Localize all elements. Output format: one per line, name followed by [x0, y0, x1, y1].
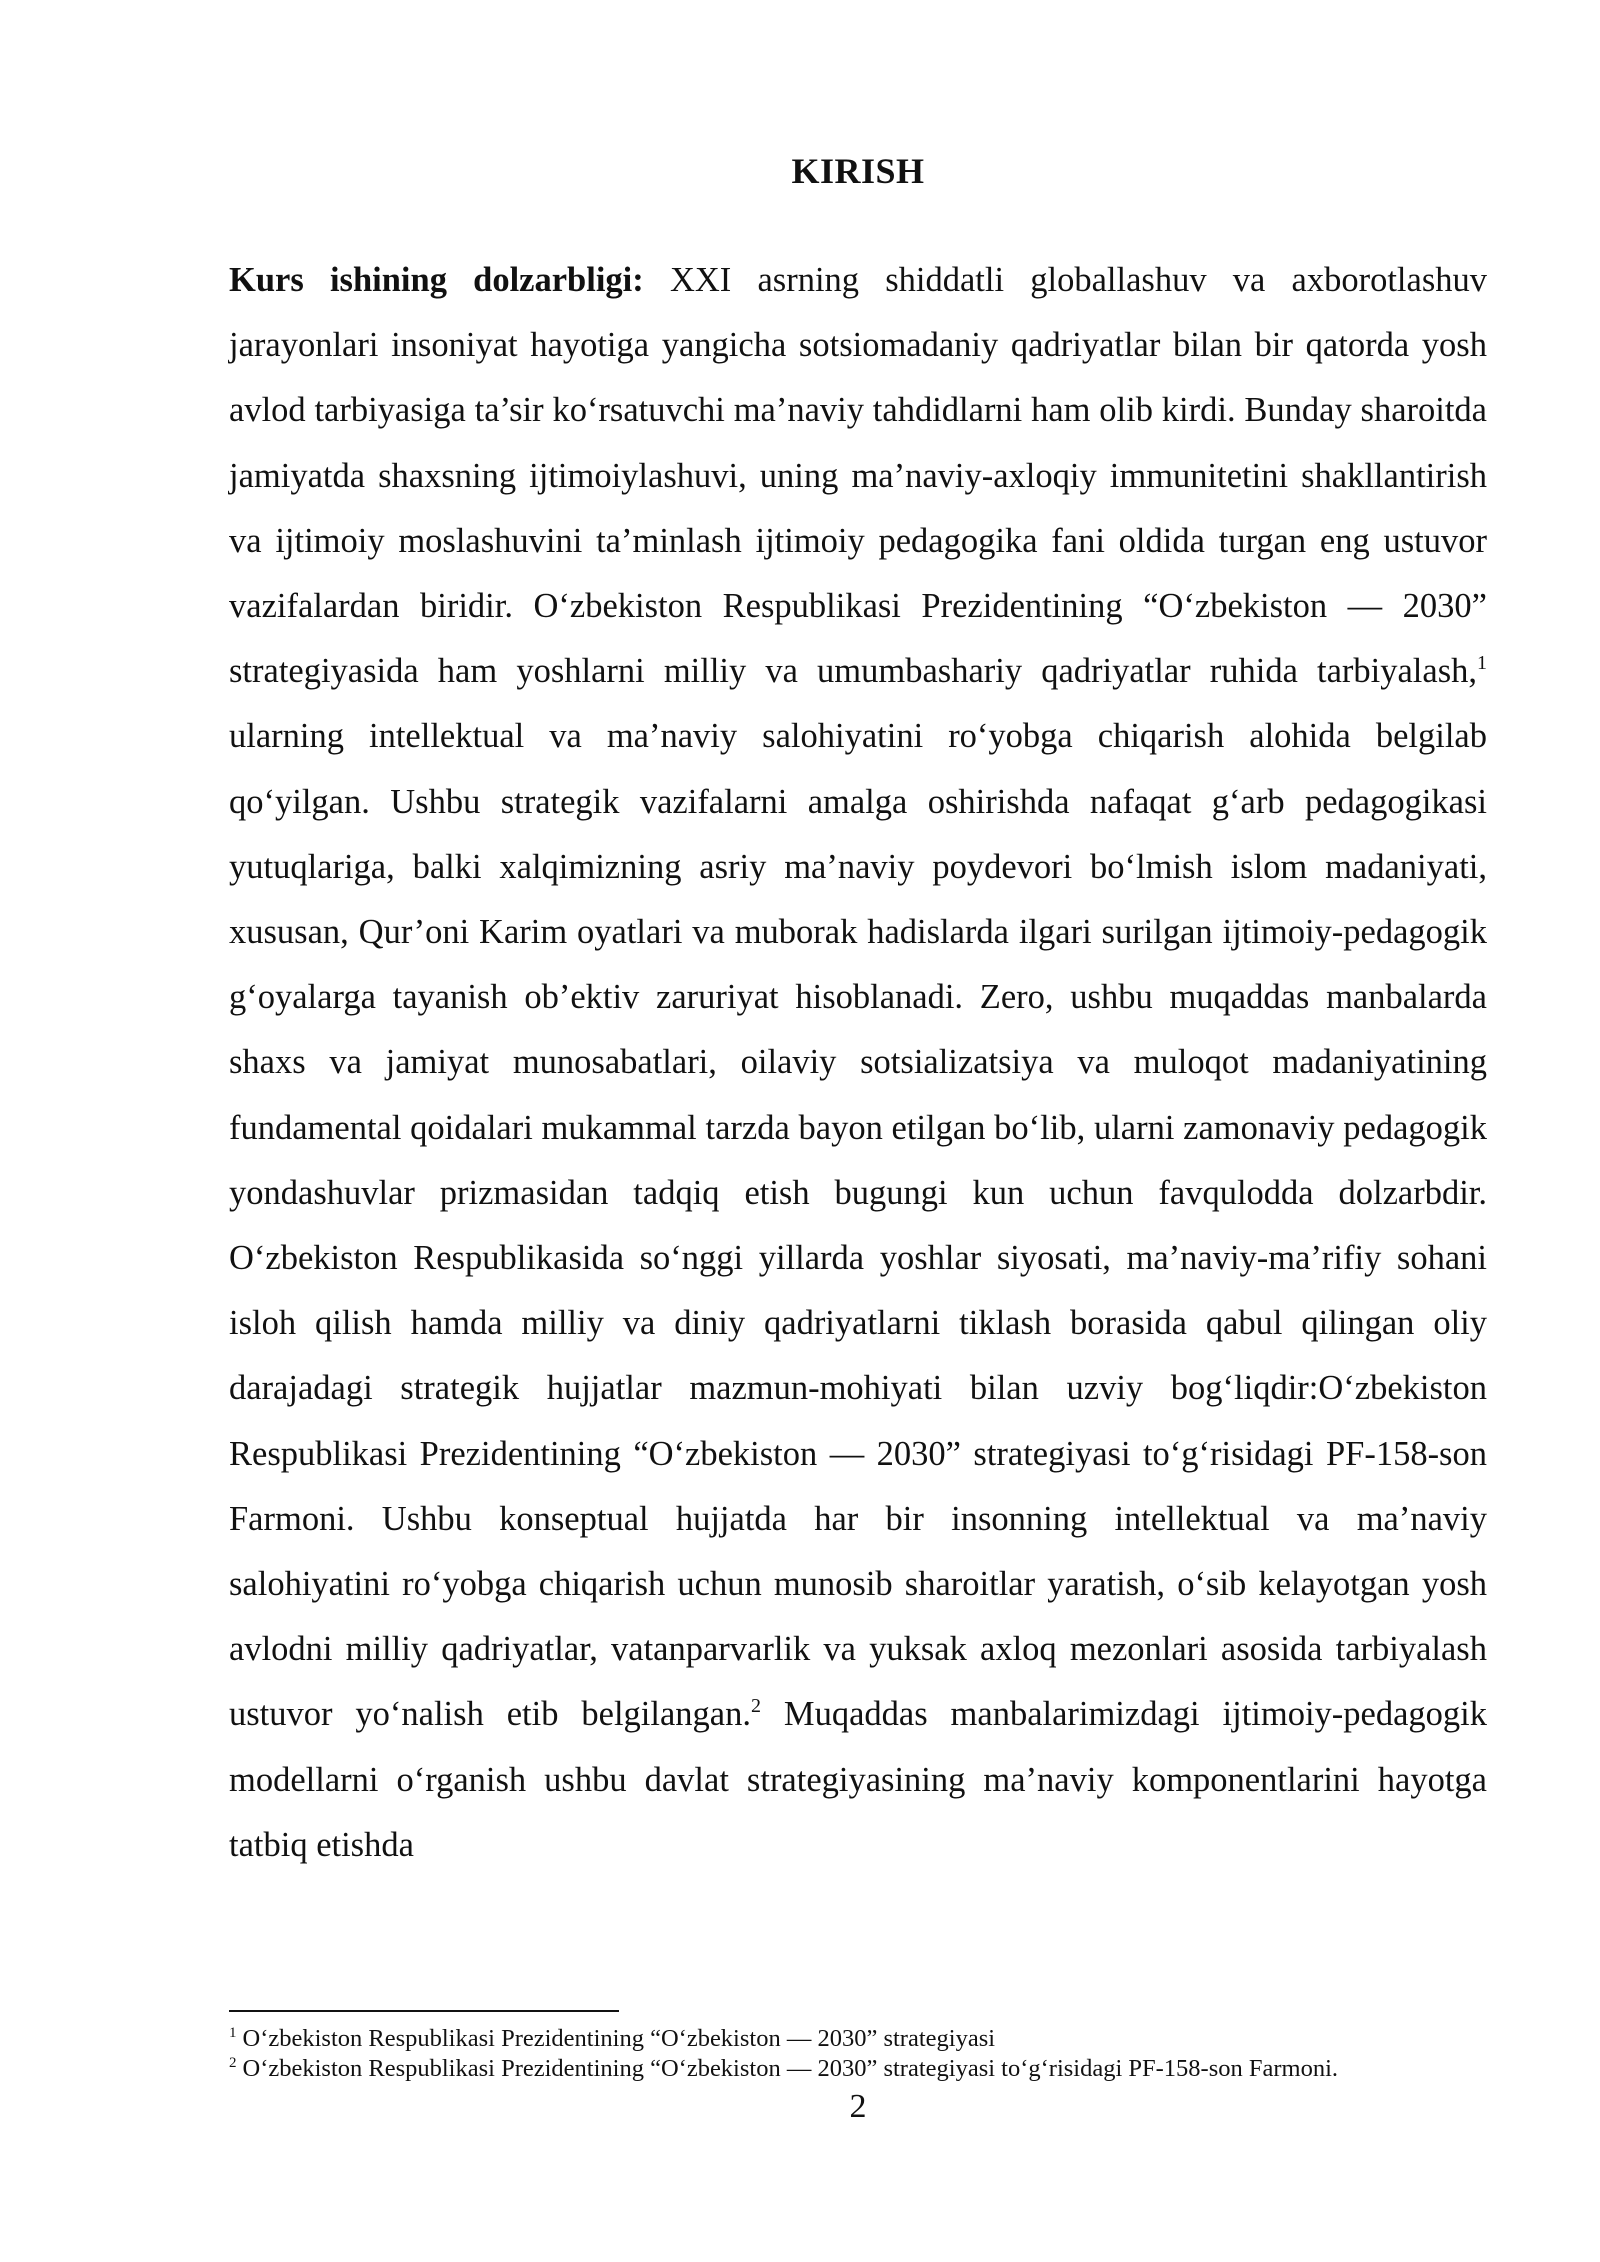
footnote-ref-2: 2: [750, 1695, 761, 1718]
footnote-1: [229, 2024, 1529, 2054]
paragraph-text-3: Muqaddas manbalarimizdagi ijtimoiy-pedagogik modellarni o‘rganish ushbu davlat strategiyasining ma’naviy komponentlarini hayotga tatbiq etishda: [229, 1695, 1487, 1864]
page-title: KIRISH: [791, 151, 925, 191]
footnotes: [229, 2024, 1529, 2084]
paragraph-text-1: XXI asrning shiddatli globallashuv va axborotlashuv jarayonlari insoniyat hayotiga yangicha sotsiomadaniy qadriyatlar bilan bir qatorda yosh avlod tarbiyasiga ta’sir ko‘rsatuvchi ma’naviy tahdidlarni ham olib kirdi. Bunday sharoitda jamiyatda shaxsning ijtimoiylashuvi, uning ma’naviy-axloqiy immunitetini shakllantirish va ijtimoiy moslashuvini ta’minlash ijtimoiy pedagogika fani oldida turgan eng ustuvor vazifalardan biridir. O‘zbekiston Respublikasi Prezidentining “O‘zbekiston — 2030” strategiyasida ham yoshlarni milliy va umumbashariy qadriyatlar ruhida tarbiyalash,: [229, 261, 1487, 691]
footnote-divider: [229, 2010, 619, 2012]
body-paragraph: [229, 248, 1487, 1878]
footnote-text: O‘zbekiston Respublikasi Prezidentining “O‘zbekiston — 2030” strategiyasi: [242, 2025, 996, 2052]
paragraph-lead: Kurs ishining dolzarbligi:: [229, 261, 644, 299]
footnote-ref-1: 1: [1477, 652, 1487, 675]
footnote-number: 1: [229, 2025, 237, 2041]
page-number: 2: [849, 2088, 867, 2125]
footnote-2: [229, 2054, 1529, 2084]
paragraph-text-2: ularning intellektual va ma’naviy salohiyatini ro‘yobga chiqarish alohida belgilab qo‘yilgan. Ushbu strategik vazifalarni amalga oshirishda nafaqat g‘arb pedagogikasi yutuqlariga, balki xalqimizning asriy ma’naviy poydevori bo‘lmish islom madaniyati, xususan, Qur’oni Karim oyatlari va muborak hadislarda ilgari surilgan ijtimoiy-pedagogik g‘oyalarga tayanish ob’ektiv zaruriyat hisoblanadi. Zero, ushbu muqaddas manbalarda shaxs va jamiyat munosabatlari, oilaviy sotsializatsiya va muloqot madaniyatining fundamental qoidalari mukammal tarzda bayon etilgan bo‘lib, ularni zamonaviy pedagogik yondashuvlar prizmasidan tadqiq etish bugungi kun uchun favqulodda dolzarbdir. O‘zbekiston Respublikasida so‘nggi yillarda yoshlar siyosati, ma’naviy-ma’rifiy sohani isloh qilish hamda milliy va diniy qadriyatlarni tiklash borasida qabul qilingan oliy darajadagi strategik hujjatlar mazmun-mohiyati bilan uzviy bog‘liqdir:O‘zbekiston Respublikasi Prezidentining “O‘zbekiston — 2030” strategiyasi to‘g‘risidagi PF-158-son Farmoni. Ushbu konseptual hujjatda har bir insonning intellektual va ma’naviy salohiyatini ro‘yobga chiqarish uchun munosib sharoitlar yaratish, o‘sib kelayotgan yosh avlodni milliy qadriyatlar, vatanparvarlik va yuksak axloq mezonlari asosida tarbiyalash ustuvor yo‘nalish etib belgilangan.: [229, 717, 1487, 1734]
footnote-text: O‘zbekiston Respublikasi Prezidentining “O‘zbekiston — 2030” strategiyasi to‘g‘risidagi PF-158-son Farmoni.: [242, 2055, 1339, 2082]
footnote-number: 2: [229, 2055, 237, 2071]
